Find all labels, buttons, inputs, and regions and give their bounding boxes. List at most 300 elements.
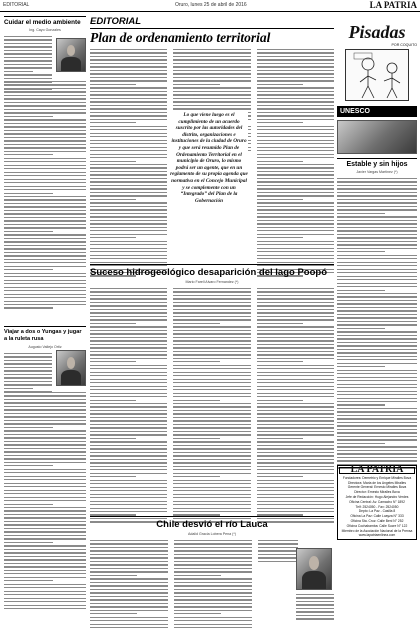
text-line xyxy=(90,164,167,165)
text-line xyxy=(337,356,417,357)
text-line xyxy=(90,181,167,182)
text-line xyxy=(90,448,167,449)
text-line xyxy=(90,568,168,569)
text-line xyxy=(90,368,167,369)
text-line xyxy=(4,570,86,571)
text-line xyxy=(90,237,136,238)
text-line xyxy=(90,192,167,193)
text-line xyxy=(90,185,167,186)
text-line xyxy=(257,209,334,210)
text-line xyxy=(90,575,137,576)
text-line xyxy=(257,167,334,168)
text-line xyxy=(257,302,334,303)
text-line xyxy=(4,84,86,85)
text-line xyxy=(257,487,334,488)
text-line xyxy=(90,389,167,390)
text-line xyxy=(4,307,53,308)
text-line xyxy=(337,384,417,385)
text-line xyxy=(174,599,252,600)
text-line xyxy=(4,123,86,124)
text-line xyxy=(90,351,167,352)
text-line xyxy=(257,501,334,502)
text-line xyxy=(90,101,167,102)
text-line xyxy=(4,535,86,536)
text-line xyxy=(257,494,334,495)
text-line xyxy=(4,287,86,288)
text-line xyxy=(173,459,250,460)
text-line xyxy=(90,550,168,551)
text-line xyxy=(174,575,221,576)
text-line xyxy=(337,307,417,308)
text-line xyxy=(257,234,334,235)
text-line xyxy=(4,95,86,96)
lauca-byline: Adalid Gracia Lobera Pena (*) xyxy=(188,532,236,536)
text-line xyxy=(90,63,167,64)
text-line xyxy=(257,406,334,407)
text-line xyxy=(257,91,334,92)
text-line xyxy=(257,333,334,334)
text-line xyxy=(173,511,250,512)
text-line xyxy=(337,286,417,287)
text-line xyxy=(90,115,167,116)
text-line xyxy=(4,36,52,37)
text-line xyxy=(257,105,334,106)
text-line xyxy=(90,112,167,113)
text-line xyxy=(296,604,334,605)
text-line xyxy=(337,331,417,332)
text-line xyxy=(90,157,167,158)
text-line xyxy=(257,365,334,366)
text-line xyxy=(90,599,168,600)
article2-title: Viajar a dos o Yungas y jugar a la ruleta rusa xyxy=(4,329,82,342)
text-line xyxy=(90,473,167,474)
text-line xyxy=(337,223,417,224)
text-line xyxy=(90,480,167,481)
text-line xyxy=(4,301,86,302)
text-line xyxy=(337,443,385,444)
text-line xyxy=(90,554,168,555)
text-line xyxy=(90,161,136,162)
staff-line: Depto: La Paz - Casilla 8 xyxy=(358,509,396,514)
text-line xyxy=(4,374,52,375)
text-line xyxy=(257,126,334,127)
text-line xyxy=(173,452,250,453)
text-line xyxy=(257,140,334,141)
staff-line: Oficina Cochabamba: Calle Sucre N° 122 xyxy=(346,523,408,528)
staff-line: Oficina Sta. Cruz: Calle Beni N° 252 xyxy=(350,518,404,523)
text-line xyxy=(337,220,417,221)
text-line xyxy=(90,438,136,439)
text-line xyxy=(4,514,86,515)
text-line xyxy=(4,472,86,473)
text-line xyxy=(90,483,167,484)
text-line xyxy=(173,434,250,435)
text-line xyxy=(257,434,334,435)
text-line xyxy=(4,91,86,92)
text-line xyxy=(337,185,417,186)
text-line xyxy=(257,185,334,186)
text-line xyxy=(257,386,334,387)
text-line xyxy=(173,63,250,64)
text-line xyxy=(174,550,252,551)
text-line xyxy=(173,94,250,95)
text-line xyxy=(337,380,417,381)
text-line xyxy=(174,582,252,583)
text-line xyxy=(337,394,417,395)
text-line xyxy=(90,585,168,586)
text-line xyxy=(173,101,250,102)
text-line xyxy=(90,504,167,505)
text-line xyxy=(257,462,334,463)
text-line xyxy=(90,603,168,604)
text-line xyxy=(90,564,168,565)
cartoon-drawing xyxy=(345,49,409,101)
text-line xyxy=(337,425,417,426)
text-line xyxy=(173,504,250,505)
text-line xyxy=(4,98,86,99)
text-line xyxy=(90,244,167,245)
text-line xyxy=(4,448,86,449)
text-line xyxy=(90,202,167,203)
staff-line: www.lapatriaenlinea.com xyxy=(358,533,396,538)
text-line xyxy=(174,627,252,628)
unesco-banner: UNESCO xyxy=(337,106,417,117)
text-line xyxy=(173,466,250,467)
text-line xyxy=(337,202,417,203)
text-line xyxy=(174,557,252,558)
text-line xyxy=(4,500,86,501)
text-line xyxy=(4,144,86,145)
text-line xyxy=(257,56,334,57)
text-line xyxy=(90,420,167,421)
text-line xyxy=(257,133,334,134)
text-line xyxy=(257,480,334,481)
estable-byline: Javier Vargas Martinez (*) xyxy=(356,170,398,174)
text-line xyxy=(173,340,250,341)
text-line xyxy=(258,550,298,551)
text-line xyxy=(257,400,303,401)
text-line xyxy=(4,356,52,357)
text-line xyxy=(90,596,168,597)
text-line xyxy=(4,217,86,218)
text-line xyxy=(257,455,334,456)
text-line xyxy=(4,168,86,169)
text-line xyxy=(257,59,334,60)
text-line xyxy=(90,487,167,488)
text-line xyxy=(90,589,168,590)
text-line xyxy=(337,352,417,353)
text-line xyxy=(4,566,86,567)
text-line xyxy=(4,71,33,72)
text-line xyxy=(90,316,167,317)
text-line xyxy=(4,531,86,532)
text-line xyxy=(4,479,86,480)
text-line xyxy=(257,220,334,221)
article2-byline: Augusto Vallejo Ortiz xyxy=(28,345,62,349)
text-line xyxy=(257,237,303,238)
text-line xyxy=(257,312,334,313)
text-line xyxy=(173,497,250,498)
text-line xyxy=(4,206,86,207)
text-line xyxy=(174,610,252,611)
text-line xyxy=(173,480,250,481)
text-line xyxy=(257,150,334,151)
text-line xyxy=(173,302,250,303)
text-line xyxy=(4,133,86,134)
text-line xyxy=(337,300,417,301)
text-line xyxy=(4,172,86,173)
text-line xyxy=(337,363,417,364)
text-line xyxy=(90,365,167,366)
text-line xyxy=(90,251,167,252)
text-line xyxy=(173,344,250,345)
text-line xyxy=(257,424,334,425)
text-line xyxy=(4,392,86,393)
text-line xyxy=(90,80,167,81)
text-line xyxy=(173,476,219,477)
text-line xyxy=(90,620,168,621)
text-line xyxy=(257,70,334,71)
text-line xyxy=(4,353,52,354)
text-line xyxy=(90,459,167,460)
text-line xyxy=(90,262,167,263)
masthead-logo: LA PATRIA xyxy=(369,0,417,10)
text-line xyxy=(4,497,86,498)
text-line xyxy=(90,126,167,127)
text-line xyxy=(4,486,86,487)
text-line xyxy=(257,101,334,102)
text-line xyxy=(90,305,167,306)
text-line xyxy=(90,582,168,583)
poopo-byline: Mario Farell Alvaro Fernandez (*) xyxy=(185,280,239,284)
text-line xyxy=(4,193,53,194)
text-line xyxy=(4,381,52,382)
text-line xyxy=(173,84,219,85)
editorial-pull-quote: Lo que viene luego es el cumplimiento de un acuerdo suscrito por las autoridades del distrito, organizaciones e instituciones de la ciudad de Oruro y que será resumido Plan de Ordenamiento Territorial en el municipio de Oruro, lo mismo podrá ser un agente, que en un reglamento de su propia agenda que normativa en el Concejo Municipal y se complemente con un “Integrado” del Plan de la Gobernación xyxy=(170,110,248,206)
text-line xyxy=(337,411,417,412)
text-line xyxy=(337,269,417,270)
text-line xyxy=(4,276,86,277)
text-line xyxy=(337,457,417,458)
text-line xyxy=(258,557,298,558)
text-line xyxy=(337,244,417,245)
text-line xyxy=(174,554,252,555)
text-line xyxy=(257,136,334,137)
text-line xyxy=(4,269,53,270)
text-line xyxy=(90,154,167,155)
text-line xyxy=(337,255,417,256)
text-line xyxy=(90,108,167,109)
text-line xyxy=(337,276,417,277)
text-line xyxy=(90,133,167,134)
text-line xyxy=(90,452,167,453)
text-line xyxy=(257,452,334,453)
text-line xyxy=(4,462,86,463)
text-line xyxy=(90,610,168,611)
staff-box xyxy=(337,465,417,625)
text-line xyxy=(337,450,417,451)
text-line xyxy=(257,347,334,348)
text-line xyxy=(4,549,86,550)
text-line xyxy=(4,507,86,508)
text-line xyxy=(4,490,86,491)
text-line xyxy=(173,410,250,411)
text-line xyxy=(337,446,417,447)
text-line xyxy=(257,361,303,362)
text-line xyxy=(173,73,250,74)
text-line xyxy=(257,319,334,320)
text-line xyxy=(337,241,417,242)
text-line xyxy=(337,213,385,214)
text-line xyxy=(257,305,334,306)
text-line xyxy=(257,375,334,376)
text-line xyxy=(257,181,334,182)
text-line xyxy=(257,73,334,74)
text-line xyxy=(90,340,167,341)
text-line xyxy=(337,209,417,210)
editorial-title: Plan de ordenamiento territorial xyxy=(90,30,271,45)
text-line xyxy=(4,573,86,574)
text-line xyxy=(337,345,417,346)
author-photo-3 xyxy=(296,548,332,590)
text-line xyxy=(90,508,167,509)
text-line xyxy=(4,130,86,131)
text-line xyxy=(4,189,86,190)
text-line xyxy=(257,258,334,259)
text-line xyxy=(4,50,52,51)
text-line xyxy=(257,94,334,95)
estable-title: Estable y sin hijos xyxy=(346,161,408,168)
text-line xyxy=(337,422,417,423)
text-line xyxy=(173,375,250,376)
text-line xyxy=(90,396,167,397)
text-line xyxy=(4,280,86,281)
text-line xyxy=(4,39,52,40)
text-line xyxy=(4,510,86,511)
text-line xyxy=(174,617,252,618)
text-line xyxy=(173,288,250,289)
text-line xyxy=(4,367,52,368)
text-line xyxy=(257,483,334,484)
text-line xyxy=(337,328,385,329)
text-line xyxy=(90,592,168,593)
text-line xyxy=(258,547,298,548)
text-line xyxy=(257,66,334,67)
text-line xyxy=(4,46,52,47)
text-line xyxy=(257,112,334,113)
text-line xyxy=(257,420,334,421)
text-line xyxy=(4,504,53,505)
text-line xyxy=(4,186,86,187)
text-line xyxy=(90,361,136,362)
text-line xyxy=(173,413,250,414)
text-line xyxy=(90,140,167,141)
text-line xyxy=(4,112,86,113)
text-line xyxy=(4,483,86,484)
text-line xyxy=(173,323,219,324)
text-line xyxy=(4,577,86,578)
text-line xyxy=(90,547,168,548)
text-line xyxy=(257,77,334,78)
text-line xyxy=(337,373,417,374)
text-line xyxy=(4,213,86,214)
staff-line: Director: Ernesto Miralles Bova xyxy=(354,490,400,495)
text-line xyxy=(4,227,86,228)
text-line xyxy=(4,252,86,253)
text-line xyxy=(173,494,250,495)
pisadas-author: POR COQUITO xyxy=(391,43,417,47)
text-line xyxy=(90,490,167,491)
text-line xyxy=(173,424,250,425)
text-line xyxy=(4,245,86,246)
text-line xyxy=(173,52,250,53)
text-line xyxy=(337,310,417,311)
text-line xyxy=(4,161,86,162)
text-line xyxy=(4,556,86,557)
text-line xyxy=(337,324,417,325)
text-line xyxy=(90,319,167,320)
text-line xyxy=(337,296,417,297)
text-line xyxy=(337,230,417,231)
text-line xyxy=(257,98,334,99)
text-line xyxy=(4,262,86,263)
text-line xyxy=(173,66,250,67)
text-line xyxy=(257,330,334,331)
text-line xyxy=(173,483,250,484)
text-line xyxy=(4,370,52,371)
text-line xyxy=(90,56,167,57)
text-line xyxy=(257,195,334,196)
text-line xyxy=(173,441,250,442)
text-line xyxy=(90,77,167,78)
text-line xyxy=(173,386,250,387)
text-line xyxy=(4,81,86,82)
text-line xyxy=(4,409,86,410)
text-line xyxy=(173,445,250,446)
text-line xyxy=(174,564,252,565)
text-line xyxy=(4,434,86,435)
text-line xyxy=(4,78,52,79)
text-line xyxy=(258,554,298,555)
text-line xyxy=(257,473,334,474)
text-line xyxy=(90,66,167,67)
text-line xyxy=(173,501,250,502)
text-line xyxy=(173,490,250,491)
text-line xyxy=(173,382,250,383)
text-line xyxy=(90,462,167,463)
text-line xyxy=(257,351,334,352)
text-line xyxy=(90,167,167,168)
text-line xyxy=(174,613,221,614)
text-line xyxy=(4,64,52,65)
text-line xyxy=(90,561,168,562)
text-line xyxy=(337,272,417,273)
text-line xyxy=(90,136,167,137)
text-line xyxy=(173,473,250,474)
text-line xyxy=(258,543,298,544)
text-line xyxy=(90,49,167,50)
text-line xyxy=(90,382,167,383)
text-line xyxy=(337,290,385,291)
text-line xyxy=(4,563,86,564)
text-line xyxy=(4,388,33,389)
text-line xyxy=(174,578,252,579)
text-line xyxy=(296,611,334,612)
text-line xyxy=(90,241,167,242)
text-line xyxy=(257,63,334,64)
text-line xyxy=(4,105,86,106)
text-line xyxy=(257,223,334,224)
